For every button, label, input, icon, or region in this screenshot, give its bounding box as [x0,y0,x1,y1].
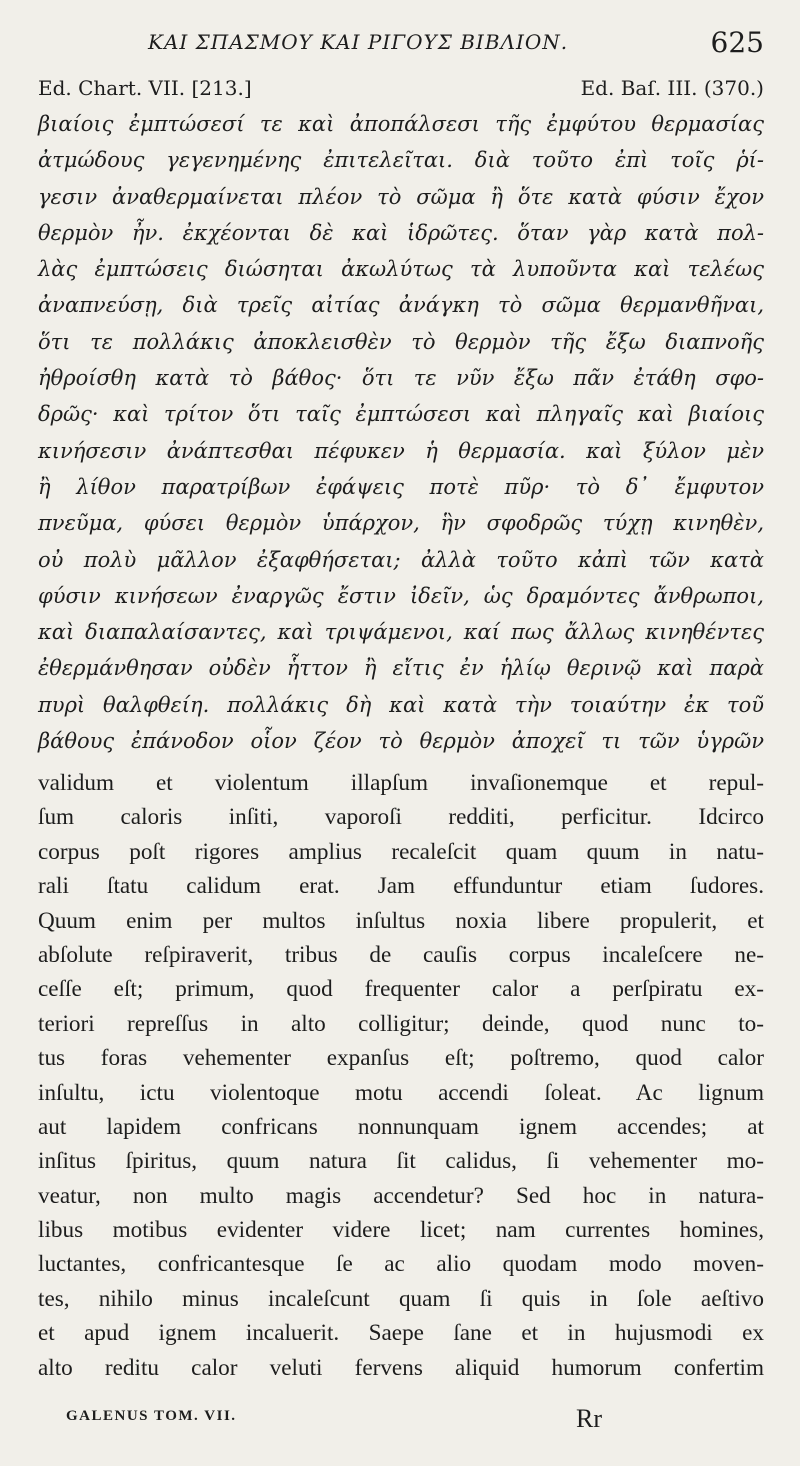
latin-line: teriori repreſſus in alto colligitur; deinde, quod nunc to- [38,1010,764,1037]
latin-line: inſitus ſpiritus, quum natura ſit calidus, ſi vehementer mo- [38,1148,764,1175]
greek-text-block [38,106,764,759]
latin-line: tes, nihilo minus incaleſcunt quam ſi quis in ſole aeſtivo [38,1285,764,1312]
latin-line: aut lapidem confricans nonnunquam ignem accendes; at [38,1113,764,1140]
running-title: ΚΑΙ ΣΠΑΣΜΟΥ ΚΑΙ ΡΙΓΟΥΣ ΒΙΒΛΙΟΝ. [148,30,569,54]
page-footer [66,1404,620,1444]
greek-line: ἢ λίθον παρατρίβων ἐφάψεις ποτὲ πῦρ· τὸ δ᾽ ἔμφυτον [38,474,764,499]
edition-reference-chartier: Ed. Chart. VII. [213.] [38,76,252,100]
greek-line: λὰς ἐμπτώσεις διώσηται ἀκωλύτως τὰ λυποῦντα καὶ τελέως [38,257,764,282]
greek-line: θερμὸν ἦν. ἐκχέονται δὲ καὶ ἱδρῶτες. ὅταν γὰρ κατὰ πολ- [38,220,764,245]
latin-text-block [38,766,764,1385]
latin-line: corpus poſt rigores amplius recaleſcit quam quum in natu- [38,838,764,865]
greek-line: κινήσεσιν ἀνάπτεσθαι πέφυκεν ἡ θερμασία. καὶ ξύλον μὲν [38,438,764,463]
greek-line: βάθους ἐπάνοδον οἷον ζέον τὸ θερμὸν ἀποχεῖ τι τῶν ὑγρῶν [38,729,764,754]
edition-references [38,76,764,106]
latin-line: ſum caloris inſiti, vaporoſi redditi, perficitur. Idcirco [38,804,764,831]
greek-line: βιαίοις ἐμπτώσεσί τε καὶ ἀποπάλσεσι τῆς ἐμφύτου θερμασίας [38,112,764,136]
greek-line: πυρὶ θαλφθείη. πολλάκις δὴ καὶ κατὰ τὴν τοιαύτην ἐκ τοῦ [38,692,764,717]
greek-line: ὅτι τε πολλάκις ἀποκλεισθὲν τὸ θερμὸν τῆς ἔξω διαπνοῆς [38,329,764,354]
latin-line: inſultu, ictu violentoque motu accendi ſoleat. Ac lignum [38,1079,764,1106]
greek-line: ἐθερμάνθησαν οὐδὲν ἧττον ἢ εἴτις ἐν ἡλίῳ θερινῷ καὶ παρὰ [38,656,764,681]
greek-line: ἀναπνεύσῃ, διὰ τρεῖς αἰτίας ἀνάγκη τὸ σῶμα θερμανθῆναι, [38,293,764,318]
latin-line: Quum enim per multos inſultus noxia libere propulerit, et [38,907,764,934]
latin-line: tus foras vehementer expanſus eſt; poſtremo, quod calor [38,1045,764,1072]
greek-line: καὶ διαπαλαίσαντες, καὶ τριψάμενοι, καί πως ἄλλως κινηθέντες [38,620,764,645]
printer-signature: GALENUS TOM. VII. [66,1408,237,1424]
latin-line: libus motibus evidenter videre licet; nam currentes homines, [38,1217,764,1244]
latin-line: validum et violentum illapſum invaſionemque et repul- [38,770,764,796]
greek-line: δρῶς· καὶ τρίτον ὅτι ταῖς ἐμπτώσεσι καὶ πληγαῖς καὶ βιαίοις [38,402,764,427]
greek-line: οὐ πολὺ μᾶλλον ἐξαφθήσεται; ἀλλὰ τοῦτο κἀπὶ τῶν κατὰ [38,547,764,572]
page-number: 625 [710,26,764,59]
greek-line: πνεῦμα, φύσει θερμὸν ὑπάρχον, ἣν σφοδρῶς τύχῃ κινηθὲν, [38,511,764,536]
greek-line: γεσιν ἀναθερμαίνεται πλέον τὸ σῶμα ἢ ὅτε κατὰ φύσιν ἔχον [38,184,764,209]
page-header [38,24,764,64]
greek-line: ἀτμώδους γεγενημένης ἐπιτελεῖται. διὰ τοῦτο ἐπὶ τοῖς ῥί- [38,148,764,173]
latin-line: luctantes, confricantesque ſe ac alio quodam modo moven- [38,1251,764,1278]
edition-reference-basel: Ed. Baſ. III. (370.) [580,76,764,100]
latin-line: veatur, non multo magis accendetur? Sed hoc in natura- [38,1182,764,1209]
latin-line: et apud ignem incaluerit. Saepe ſane et in hujusmodi ex [38,1320,764,1347]
latin-line: alto reditu calor veluti fervens aliquid humorum confertim [38,1354,764,1381]
latin-line: abſolute reſpiraverit, tribus de cauſis corpus incaleſcere ne- [38,941,764,968]
greek-line: ἠθροίσθη κατὰ τὸ βάθος· ὅτι τε νῦν ἔξω πᾶν ἐτάθη σφο- [38,366,764,391]
signature-mark: Rr [576,1404,602,1433]
latin-line: ceſſe eſt; primum, quod frequenter calor a perſpiratu ex- [38,976,764,1003]
greek-line: φύσιν κινήσεων ἐναργῶς ἔστιν ἰδεῖν, ὡς δραμόντες ἄνθρωποι, [38,583,764,608]
latin-line: rali ſtatu calidum erat. Jam effunduntur etiam ſudores. [38,873,764,900]
